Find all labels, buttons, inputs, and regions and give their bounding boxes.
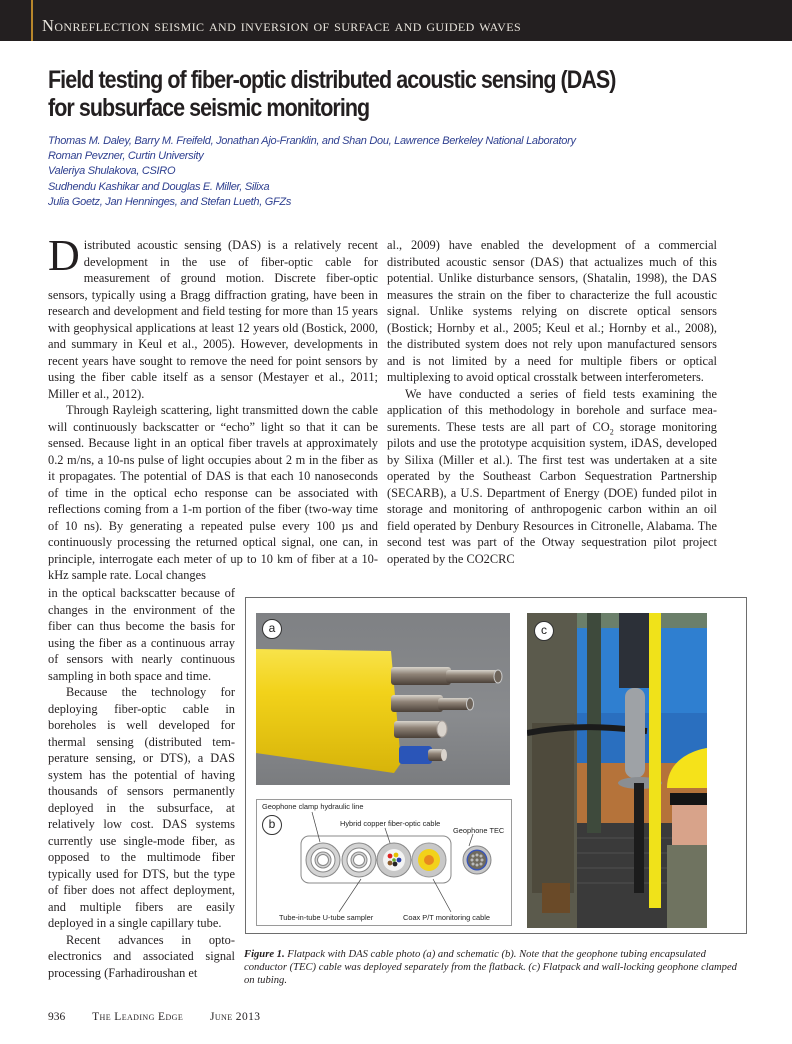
label-geophone-tec: Geophone TEC	[453, 826, 505, 835]
body-column-left-narrow	[48, 585, 235, 981]
panel-label-b: b	[262, 815, 282, 835]
author-line: Valeriya Shulakova, CSIRO	[48, 165, 176, 178]
label-coax-cable: Coax P/T monitoring cable	[403, 913, 490, 922]
figure-caption	[244, 948, 744, 988]
paragraph-advances: Recent advances in optoelectronics and associated signal processing (Farhadiroushan et	[48, 932, 235, 980]
tube-end	[467, 698, 474, 710]
sunglasses	[670, 793, 707, 805]
body-column-left	[48, 231, 378, 584]
pipe	[587, 613, 601, 833]
paragraph-rayleigh: Through Rayleigh scattering, light transmitted down the cable will continuously backscatter or “echo” light so that it can be sensed. Because light in an optical fiber travels at approximately 0.2 m/ns, a 10-ns pulse of light occupies about 2 m in the fiber as it propagates. The potential of DAS is that each 10 nanoseconds of time in the optical echo response can be associated with reflections coming from a 1-m portion of the fiber (two-way time of 10 ns). By generating a repeated pulse every 100 µs and continuously processing the returned optical signal, one can, in principle, interrogate each meter of up to 10 km of fiber at a 10-kHz sample rate. Local changes	[48, 403, 378, 582]
hydraulic-line-icon	[306, 843, 340, 877]
drop-cap: D	[48, 231, 80, 280]
clamp-frame	[619, 613, 649, 688]
issue-date: June 2013	[210, 1011, 261, 1023]
steel-tube	[391, 695, 443, 712]
coax-end	[441, 749, 447, 761]
label-u-tube-sampler: Tube-in-tube U-tube sampler	[279, 913, 374, 922]
figure-caption-text: Flatpack with DAS cable photo (a) and schematic (b). Note that the geophone tubing encapsulated conductor (TEC) cable was deployed separately from the flatback. (c) Flatpack and wall-locking geophone clamped on tubing.	[244, 949, 737, 987]
paragraph-text: istributed acoustic sensing (DAS) is a relatively recent development in the use of fiber-optic cable for measurement of ground motion. Discrete fiber-optic sensors, typically using a Bragg diffraction grating, have been in research and development and field testing for more than 15 years with geophysical applications at least 12 years old (Bostick, 2000, and summary in Keul et al., 2005). However, developments in recent years have sought to remove the need for point sensors by using the fiber cable itself as a sensor (Mestayer et al., 2011; Miller et al., 2012).	[48, 238, 378, 401]
article-title	[48, 66, 650, 122]
paragraph-intro	[48, 231, 378, 402]
geophone-tec-icon	[463, 846, 491, 874]
title-line-2: for subsurface seismic monitoring	[48, 94, 370, 122]
paragraph-rayleigh-cont: in the optical backscatter because of changes in the environment of the fiber can thus become the basis for using the fiber as a continuous array of sensors with nearly continuous sampling in both space and time.	[48, 586, 235, 683]
body-column-right	[387, 237, 717, 567]
paragraph-text: We have conducted a series of field tests examining the application of this methodology in borehole and surface measurements. These tests are all part of CO	[387, 386, 717, 434]
paragraph-field-tests	[387, 386, 717, 568]
panel-label-c: c	[534, 621, 554, 641]
hybrid-cable	[394, 721, 442, 738]
paragraph-technology: Because the technology for deploying fiber-optic cable in boreholes is well developed for thermal sensing (distributed temperature sensing, or DTS), a DAS system has the potential of having thousands of sensors permanently deployed in the subsurface, at relatively low cost. DAS systems currently use single-mode fiber, as opposed to the multimode fiber typically used for DTS, but the type of fiber does not affect deployment, and multiple fibers are easily deployed in a single capillary tube.	[48, 685, 235, 930]
u-tube-sampler-icon	[342, 843, 376, 877]
author-line: Roman Pevzner, Curtin University	[48, 150, 204, 163]
photo-flatpack-cable	[256, 613, 510, 785]
inner-tube	[438, 698, 470, 710]
blue-coax-jacket	[399, 746, 432, 764]
author-line: Julia Goetz, Jan Henninges, and Stefan Lueth, GFZs	[48, 195, 292, 208]
yellow-flatpack	[649, 613, 661, 908]
title-line-1: Field testing of fiber-optic distributed acoustic sensing (DAS)	[48, 66, 616, 94]
page-number: 936	[48, 1011, 66, 1023]
tube-end	[494, 670, 502, 683]
flatpack-jacket	[256, 649, 401, 773]
worker-face	[672, 805, 707, 845]
cable-end	[437, 721, 447, 737]
hybrid-cable-icon	[377, 843, 411, 877]
geophone-body	[625, 688, 645, 778]
schematic-cable-cross-section	[256, 799, 512, 926]
label-hybrid-cable: Hybrid copper fiber-optic cable	[340, 819, 441, 828]
section-header: Nonreflection seismic and inversion of surface and guided waves	[42, 16, 522, 35]
flatpack-cable-illustration	[256, 613, 510, 785]
journal-name: The Leading Edge	[92, 1011, 184, 1023]
figure-caption-label: Figure 1.	[244, 949, 285, 960]
label-hydraulic-line: Geophone clamp hydraulic line	[262, 802, 364, 811]
inner-tube	[446, 670, 498, 683]
page-footer	[48, 1011, 284, 1023]
photo-wellhead-geophone	[527, 613, 707, 928]
wellhead-scene-illustration	[527, 613, 707, 928]
coax-cable-icon	[412, 843, 446, 877]
author-line: Thomas M. Daley, Barry M. Freifeld, Jonathan Ajo-Franklin, and Shan Dou, Lawrence Berkeley National Laboratory	[48, 135, 576, 147]
header-accent-rule	[31, 0, 33, 41]
author-list	[48, 134, 576, 210]
subscript: 2	[609, 426, 614, 436]
author-line: Sudhendu Kashikar and Douglas E. Miller, Silixa	[48, 180, 270, 193]
steel-tube	[391, 667, 451, 685]
paragraph-text: storage monitoring pilots and use the prototype acquisition system, iDAS, developed by Silixa (Miller et al.). The first test was undertaken at a site operated by the Southeast Carbon Sequestration Partnership (SECARB), a U.S. Department of Energy (DOE) funded pilot in storage and monitoring of anthropogenic carbon within an oil field operated by Denbury Resources in Citronelle, Alabama. The second test was part of the Otway sequestration pilot project operated by the CO2CRC	[387, 419, 718, 566]
panel-label-a: a	[262, 619, 282, 639]
paragraph-commercial-das: al., 2009) have enabled the development of a commercial distributed acoustic sensor (DAS) that actualizes much of this potential. Unlike disturbance sensors, (Shatalin, 1998), the DAS measures the strain on the fiber to characterize the full acoustic signal. Unlike systems relying on discrete optical sensors (Bostick; Hornby et al., 2005; Keul et al.; Hornby et al., 2008), the distributed system does not rely upon manufactured sensors and is not limited by a need for multiple fibers or optical multiplexing to avoid optical crosstalk between interferometers.	[387, 238, 717, 384]
